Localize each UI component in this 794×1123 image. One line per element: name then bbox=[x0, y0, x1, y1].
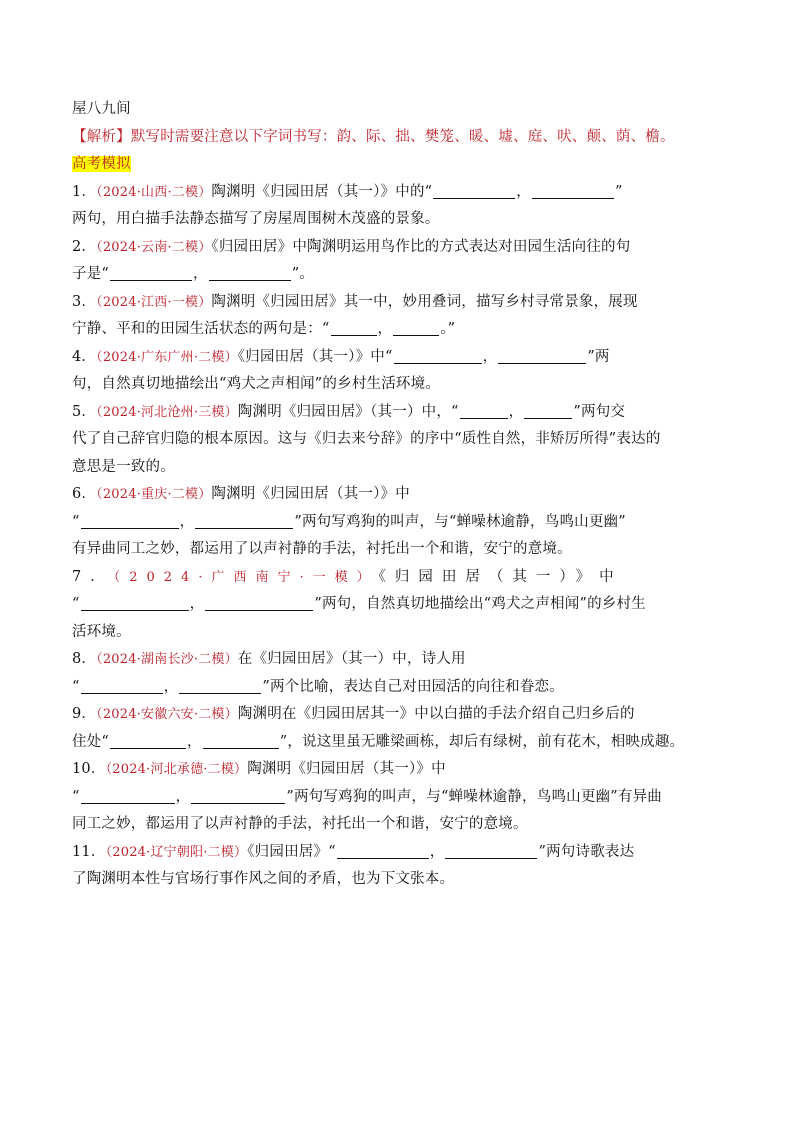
document-page bbox=[72, 96, 724, 894]
question-number: 3． bbox=[72, 293, 97, 310]
question-text: ， bbox=[429, 843, 445, 860]
answer-blank[interactable] bbox=[191, 790, 285, 804]
answer-blank[interactable] bbox=[460, 405, 508, 419]
question-text: ”两句，自然真切地描绘出“鸡犬之声相闻”的乡村生 bbox=[314, 596, 646, 612]
question-7 bbox=[72, 564, 724, 592]
question-number: 2． bbox=[72, 238, 97, 255]
answer-blank[interactable] bbox=[81, 680, 163, 694]
question-5-cont2: 意思是一致的。 bbox=[72, 458, 175, 475]
question-1-cont: 两句，用白描手法静态描写了房屋周围树木茂盛的景象。 bbox=[72, 211, 440, 227]
source-tag: （2024·江西·一模） bbox=[96, 294, 212, 310]
question-text: “ bbox=[72, 596, 80, 612]
question-text: 《归园田居》“ bbox=[247, 843, 336, 860]
question-text: ”两句写鸡狗的叫声，与“蝉噪林逾静，鸟鸣山更幽” bbox=[294, 513, 626, 530]
question-number: 5． bbox=[72, 403, 97, 420]
question-text: 《归园田居（其一）》中 bbox=[378, 568, 623, 585]
question-11-cont: 了陶渊明本性与官场行事作风之间的矛盾，也为下文张本。 bbox=[72, 871, 455, 887]
source-tag: （2024·云南·二模） bbox=[96, 239, 212, 255]
question-text: ” bbox=[614, 183, 623, 200]
question-text: “ bbox=[72, 788, 80, 805]
question-number: 6． bbox=[72, 486, 97, 502]
question-text: ， bbox=[516, 183, 531, 200]
question-text: 。” bbox=[440, 321, 456, 337]
question-3 bbox=[72, 289, 724, 317]
question-text: 陶渊明《归园田居（其一）》中 bbox=[247, 761, 446, 777]
answer-blank[interactable] bbox=[81, 515, 179, 529]
source-tag: （2024·辽宁朝阳·二模） bbox=[105, 844, 248, 860]
question-text: “ bbox=[72, 513, 80, 530]
question-text: 陶渊明在《归园田居其一》中以白描的手法介绍自己归乡后的 bbox=[237, 706, 635, 722]
question-text: 陶渊明《归园田居（其一）》中的“ bbox=[211, 183, 433, 200]
section-title: 高考模拟 bbox=[72, 156, 131, 172]
question-text: 子是“ bbox=[72, 266, 110, 282]
answer-blank[interactable] bbox=[524, 405, 572, 419]
source-tag: （2024·河北沧州·三模） bbox=[96, 404, 238, 420]
question-text: ， bbox=[163, 678, 179, 695]
question-text: 宁静、平和的田园生活状态的两句是：“ bbox=[72, 321, 330, 337]
question-11 bbox=[72, 839, 724, 867]
analysis-text: 默写时需要注意以下字词书写：韵、际、拙、樊笼、暖、墟、庭、吠、颠、荫、檐。 bbox=[130, 128, 675, 145]
answer-blank[interactable] bbox=[331, 322, 377, 336]
question-10-cont bbox=[72, 784, 724, 812]
question-text: ”两句诗歌表达 bbox=[538, 843, 635, 860]
question-text: ， bbox=[193, 266, 208, 282]
question-text: ”两句交 bbox=[573, 403, 626, 420]
question-2-cont bbox=[72, 261, 724, 289]
question-number: 10． bbox=[72, 761, 106, 777]
answer-blank[interactable] bbox=[110, 735, 186, 749]
question-5-cont: 代了自己辞官归隐的根本原因。这与《归去来兮辞》的序中“质性自然，非矫厉所得”表达的 bbox=[72, 431, 661, 447]
question-text: 陶渊明《归园田居》（其一）中，“ bbox=[237, 403, 459, 420]
question-text: ”两 bbox=[587, 348, 610, 365]
question-number: 11． bbox=[72, 843, 106, 860]
question-text: ， bbox=[482, 348, 498, 365]
question-10 bbox=[72, 756, 724, 784]
answer-blank[interactable] bbox=[393, 322, 439, 336]
answer-blank[interactable] bbox=[209, 267, 291, 281]
answer-blank[interactable] bbox=[433, 185, 515, 199]
question-5 bbox=[72, 399, 724, 427]
question-text: ， bbox=[189, 596, 205, 612]
answer-blank[interactable] bbox=[394, 350, 482, 364]
question-1 bbox=[72, 179, 724, 207]
answer-blank[interactable] bbox=[498, 350, 586, 364]
answer-blank[interactable] bbox=[445, 845, 537, 859]
question-text: 在《归园田居》（其一）中，诗人用 bbox=[237, 651, 466, 667]
source-tag: （2024·山西·二模） bbox=[96, 184, 212, 200]
question-text: ， bbox=[175, 788, 191, 805]
question-number: 8． bbox=[72, 651, 97, 667]
answer-blank[interactable] bbox=[81, 790, 175, 804]
source-tag: （2024·安徽六安·二模） bbox=[96, 707, 238, 722]
question-8 bbox=[72, 646, 724, 674]
answer-blank[interactable] bbox=[110, 267, 192, 281]
question-2 bbox=[72, 234, 724, 262]
question-text: ”两个比喻，表达自己对田园活的向往和眷恋。 bbox=[262, 678, 564, 695]
question-number: 1． bbox=[72, 183, 97, 200]
question-number: 4． bbox=[72, 348, 97, 365]
question-text: ”两句写鸡狗的叫声，与“蝉噪林逾静，鸟鸣山更幽”有异曲 bbox=[286, 788, 662, 805]
question-7-cont2: 活环境。 bbox=[72, 623, 131, 640]
question-8-cont bbox=[72, 674, 724, 702]
question-text: ， bbox=[377, 321, 393, 337]
question-6 bbox=[72, 481, 724, 509]
question-text: 《归园田居（其一）》中“ bbox=[237, 348, 393, 365]
question-10-cont2: 同工之妙，都运用了以声衬静的手法，衬托出一个和谐，安宁的意境。 bbox=[72, 816, 528, 832]
answer-blank[interactable] bbox=[179, 680, 261, 694]
question-text: 陶渊明《归园田居（其一）》中 bbox=[211, 486, 410, 502]
source-tag: （2024·广东广州·二模） bbox=[96, 349, 238, 365]
question-3-cont bbox=[72, 316, 724, 344]
section-title-row bbox=[72, 151, 724, 179]
answer-blank[interactable] bbox=[203, 735, 279, 749]
answer-blank[interactable] bbox=[205, 597, 313, 611]
question-4-cont: 句，自然真切地描绘出“鸡犬之声相闻”的乡村生活环境。 bbox=[72, 376, 441, 392]
analysis-label: 【解析】 bbox=[72, 128, 131, 145]
question-text: ”，说这里虽无雕梁画栋，却后有绿树，前有花木，相映成趣。 bbox=[279, 733, 685, 750]
question-4 bbox=[72, 344, 724, 372]
answer-blank[interactable] bbox=[81, 597, 189, 611]
question-7-cont bbox=[72, 591, 724, 619]
analysis-paragraph bbox=[72, 124, 724, 152]
question-number: 7． bbox=[72, 568, 114, 585]
source-tag: （2024·湖南长沙·二模） bbox=[96, 652, 238, 667]
header-fragment: 屋八九间 bbox=[72, 101, 131, 117]
question-text: 陶渊明《归园田居》其一中，妙用叠词，描写乡村寻常景象，展现 bbox=[211, 293, 638, 310]
question-6-cont bbox=[72, 509, 724, 537]
question-9-cont bbox=[72, 729, 724, 757]
question-text: ， bbox=[187, 733, 202, 750]
question-text: ， bbox=[179, 513, 195, 530]
question-text: 住处“ bbox=[72, 733, 110, 750]
question-text: ”。 bbox=[291, 266, 315, 282]
question-text: “ bbox=[72, 678, 80, 695]
source-tag: （2024·河北承德·二模） bbox=[105, 762, 248, 777]
answer-blank[interactable] bbox=[195, 515, 293, 529]
question-number: 9． bbox=[72, 706, 97, 722]
source-tag: （2024·重庆·二模） bbox=[96, 487, 212, 502]
question-9 bbox=[72, 701, 724, 729]
question-text: ， bbox=[508, 403, 524, 420]
question-6-cont2: 有异曲同工之妙，都运用了以声衬静的手法，衬托出一个和谐，安宁的意境。 bbox=[72, 541, 572, 557]
answer-blank[interactable] bbox=[532, 185, 614, 199]
source-tag: （2024·广西南宁·一模） bbox=[113, 569, 379, 585]
answer-blank[interactable] bbox=[337, 845, 429, 859]
question-text: 《归园田居》中陶渊明运用鸟作比的方式表达对田园生活向往的句 bbox=[211, 238, 631, 255]
